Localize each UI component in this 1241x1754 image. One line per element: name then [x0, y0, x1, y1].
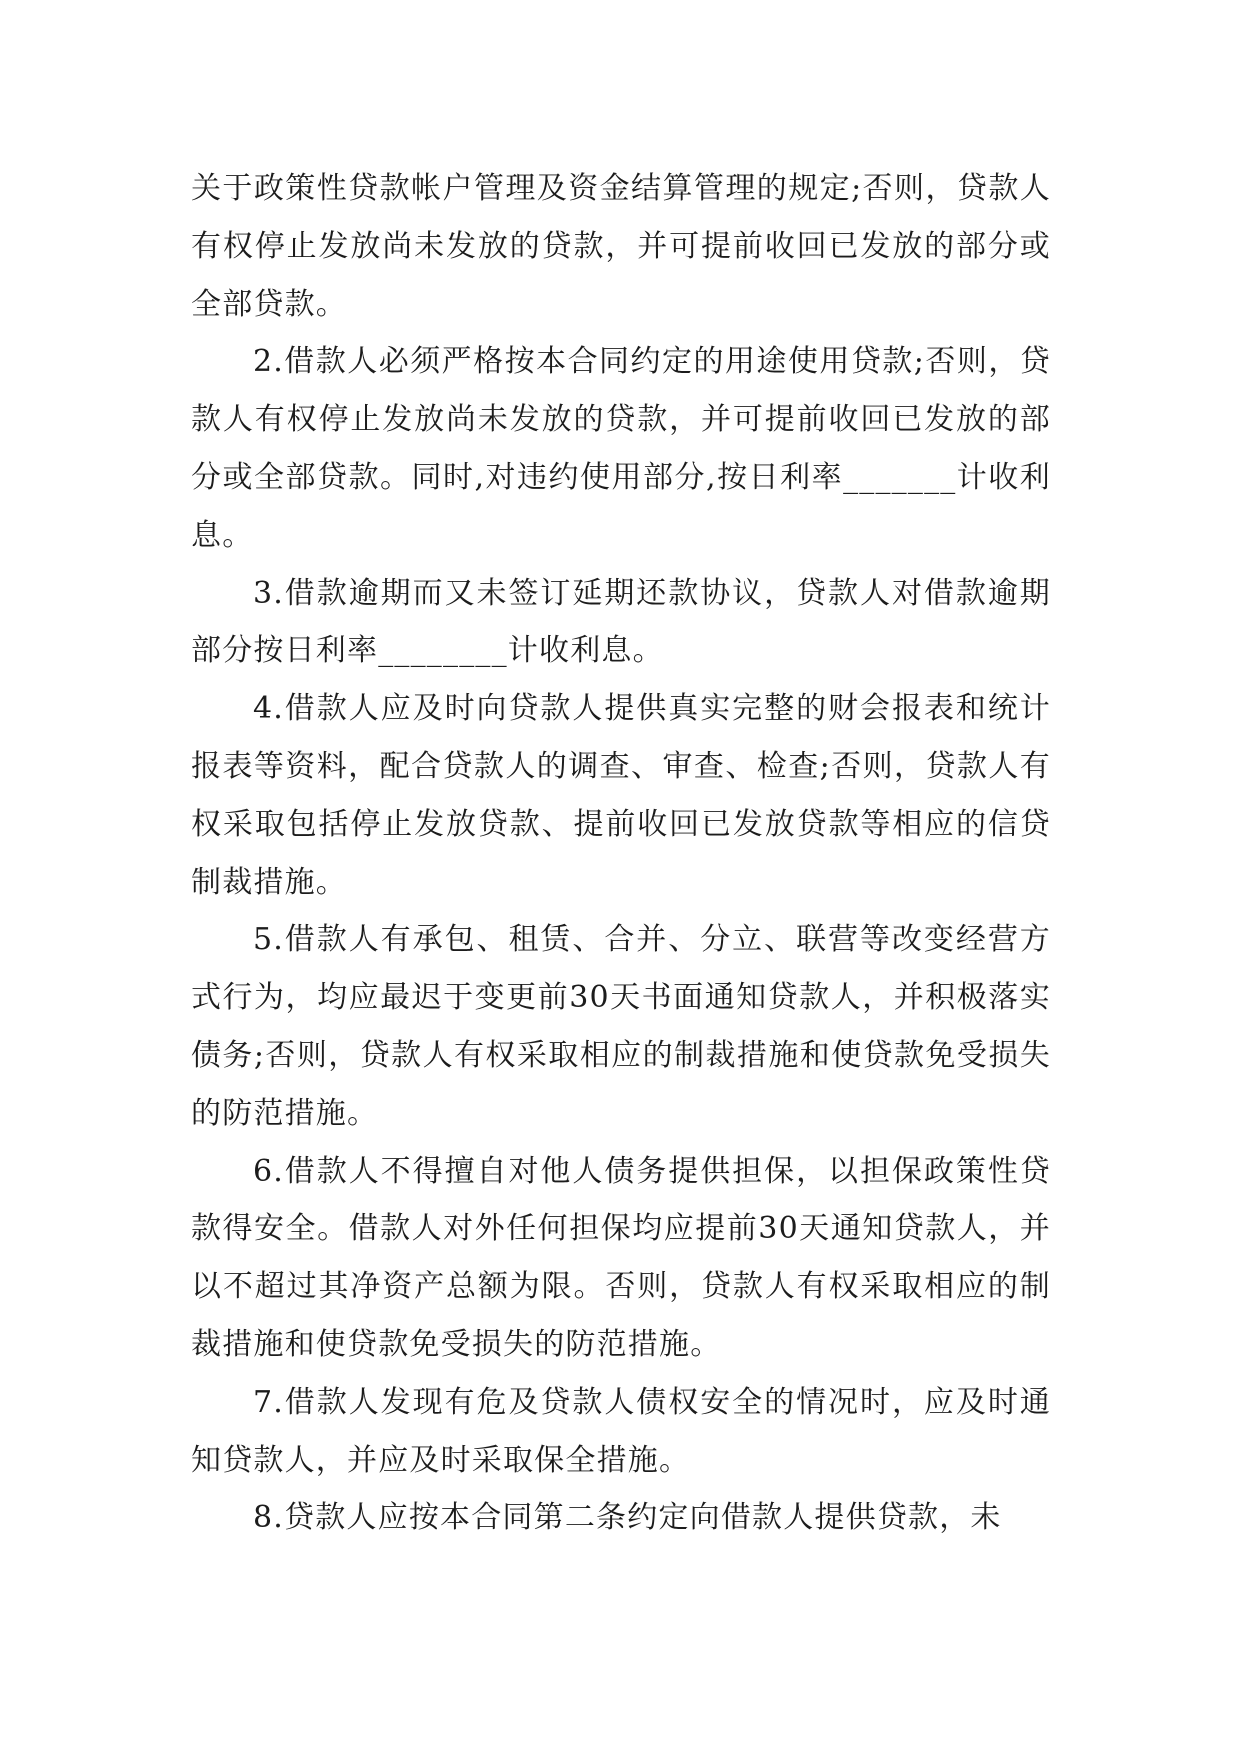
- clause-5-paragraph: 5.借款人有承包、租赁、合并、分立、联营等改变经营方式行为，均应最迟于变更前30天书面通知贷款人，并积极落实债务;否则，贷款人有权采取相应的制裁措施和使贷款免受损失的防范措施。: [191, 922, 1051, 1131]
- contract-text-body: [191, 160, 1051, 1547]
- clause-8-paragraph: 8.贷款人应按本合同第二条约定向借款人提供贷款，未: [253, 1500, 1002, 1536]
- paragraph-continuation: 关于政策性贷款帐户管理及资金结算管理的规定;否则，贷款人有权停止发放尚未发放的贷款，并可提前收回已发放的部分或全部贷款。: [191, 171, 1051, 322]
- clause-2-paragraph: 2.借款人必须严格按本合同约定的用途使用贷款;否则，贷款人有权停止发放尚未发放的贷款，并可提前收回已发放的部分或全部贷款。同时,对违约使用部分,按日利率_______计收利息。: [191, 344, 1051, 553]
- clause-7-paragraph: 7.借款人发现有危及贷款人债权安全的情况时，应及时通知贷款人，并应及时采取保全措施。: [191, 1384, 1051, 1478]
- clause-4-paragraph: 4.借款人应及时向贷款人提供真实完整的财会报表和统计报表等资料，配合贷款人的调查、审查、检查;否则，贷款人有权采取包括停止发放贷款、提前收回已发放贷款等相应的信贷制裁措施。: [191, 691, 1051, 900]
- clause-3-paragraph: 3.借款逾期而又未签订延期还款协议，贷款人对借款逾期部分按日利率________计收利息。: [191, 575, 1051, 669]
- clause-6-paragraph: 6.借款人不得擅自对他人债务提供担保，以担保政策性贷款得安全。借款人对外任何担保均应提前30天通知贷款人，并以不超过其净资产总额为限。否则，贷款人有权采取相应的制裁措施和使贷款免受损失的防范措施。: [191, 1153, 1051, 1362]
